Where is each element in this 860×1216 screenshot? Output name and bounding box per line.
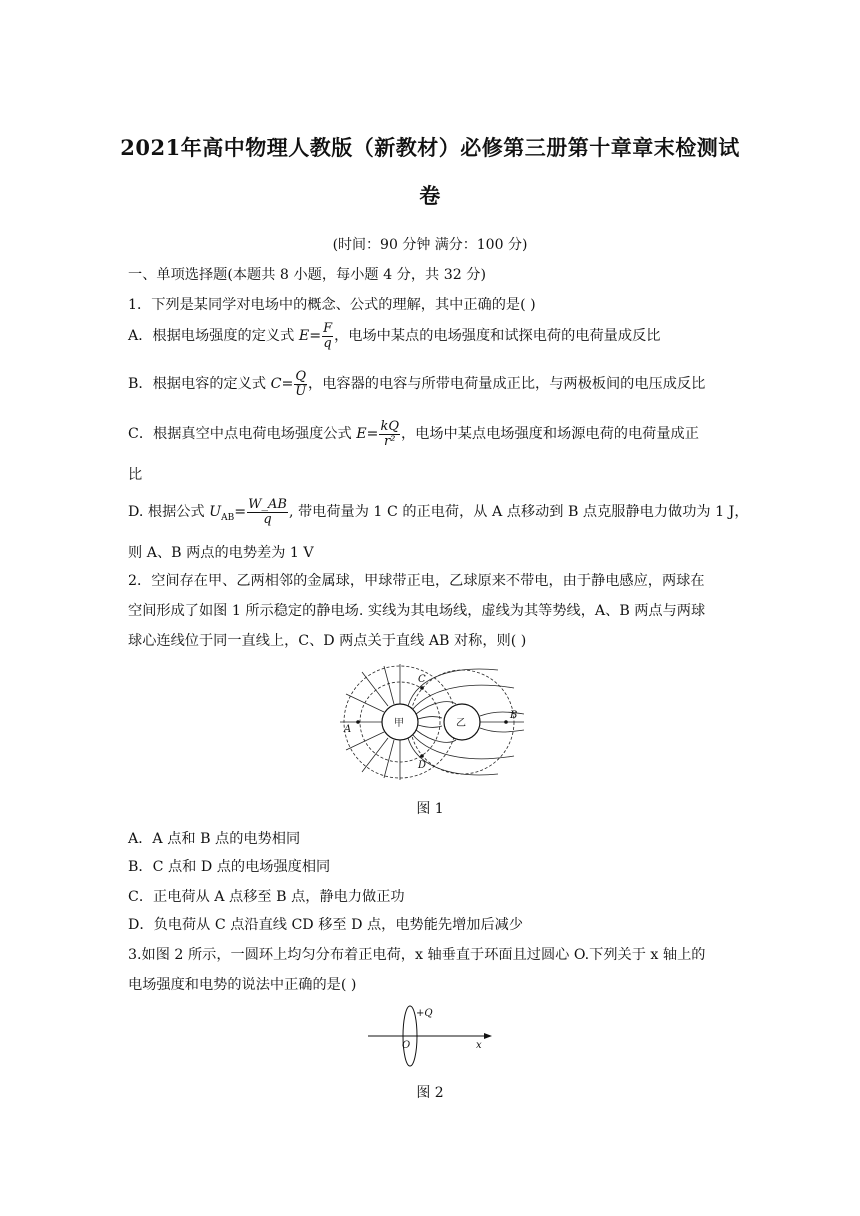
exam-title-line2: 卷 [419, 183, 441, 208]
q1-b-post: ，电容器的电容与所带电荷量成正比，与两极板间的电压成反比 [308, 376, 706, 393]
q1-b-pre: B．根据电容的定义式 [128, 376, 271, 393]
q2-option-b: B．C 点和 D 点的电场强度相同 [128, 859, 331, 875]
q1-d-post: , 带电荷量为 1 C 的正电荷，从 A 点移动到 B 点克服静电力做功为 1 J， [288, 504, 749, 521]
q3-stem-1: 3.如图 2 所示，一圆环上均匀分布着正电荷，x 轴垂直于环面且过圆心 O.下列关于 x 轴上的 [128, 947, 706, 963]
point-d [420, 754, 424, 758]
point-a [356, 720, 360, 724]
field-lines-left [340, 664, 524, 780]
q1-option-a: A．根据电场强度的定义式 E= $\frac{F}{q}$ ，电场中某点的电场强度和试探电荷的电荷量成反比 [128, 321, 661, 351]
q1-c-var: E [356, 426, 367, 443]
q1-c-fraction [379, 420, 400, 448]
q1-stem: 1．下列是某同学对电场中的概念、公式的理解，其中正确的是( ) [128, 297, 536, 313]
q2-option-d: D．负电荷从 C 点沿直线 CD 移至 D 点，电势能先增加后减少 [128, 917, 524, 933]
q1-option-c-cont: 比 [128, 467, 143, 483]
q1-d-num: W_AB [248, 497, 287, 512]
q1-b-num: Q [295, 369, 307, 384]
q1-a-pre: A．根据电场强度的定义式 [128, 328, 299, 345]
q1-d-sub: AB [221, 512, 235, 523]
q1-d-fraction [247, 498, 288, 526]
figure-2-caption: 图 2 [416, 1085, 444, 1101]
q1-b-fraction [294, 370, 307, 398]
label-x: x [476, 1040, 482, 1051]
q1-option-b: B．根据电容的定义式 C= $\frac{Q}{U}$ ，电容器的电容与所带电荷量成正比，与两极板间的电压成反比 [128, 369, 706, 399]
q1-c-num: kQ [380, 419, 399, 434]
label-a: A [344, 724, 352, 735]
q2-stem-3: 球心连线位于同一直线上，C、D 两点关于直线 AB 对称，则( ) [128, 633, 527, 649]
q1-a-num: F [323, 321, 333, 336]
label-jia: 甲 [394, 718, 404, 729]
q1-a-den: q [323, 335, 332, 351]
point-b [504, 720, 508, 724]
label-o: O [402, 1040, 411, 1051]
q2-option-a: A．A 点和 B 点的电势相同 [128, 831, 301, 847]
q1-a-post: ，电场中某点的电场强度和试探电荷的电荷量成反比 [334, 328, 661, 345]
label-plus-q: +Q [416, 1008, 433, 1019]
q2-stem-1: 2．空间存在甲、乙两相邻的金属球，甲球带正电，乙球原来不带电，由于静电感应，两球在 [128, 573, 705, 589]
q1-c-den: r² [383, 433, 396, 449]
q1-c-post: ，电场中某点电场强度和场源电荷的电荷量成正 [400, 426, 699, 443]
q1-b-den: U [295, 383, 307, 399]
q2-option-c: C．正电荷从 A 点移至 B 点，静电力做正功 [128, 889, 405, 905]
q1-a-var: E [298, 328, 310, 345]
q3-stem-2: 电场强度和电势的说法中正确的是( ) [128, 977, 357, 993]
label-b: B [510, 710, 518, 721]
q1-c-pre: C．根据真空中点电荷电场强度公式 [128, 426, 357, 443]
q1-d-var: U [209, 504, 222, 521]
figure-2-ring-charge [368, 1004, 492, 1070]
label-c: C [418, 674, 426, 685]
section-heading: 一、单项选择题(本题共 8 小题，每小题 4 分，共 32 分) [128, 267, 486, 283]
q1-d-pre: D. 根据公式 [128, 504, 210, 521]
time-info: (时间：90 分钟 满分：100 分) [332, 237, 528, 253]
q1-b-var: C [270, 376, 282, 393]
label-d: D [418, 760, 427, 771]
label-yi: 乙 [456, 718, 466, 729]
q2-stem-2: 空间形成了如图 1 所示稳定的静电场. 实线为其电场线，虚线为其等势线，A、B 两点与两球 [128, 603, 706, 619]
x-axis-arrow [484, 1033, 492, 1039]
q1-option-d-cont: 则 A、B 两点的电势差为 1 V [128, 545, 314, 561]
q1-option-c: C．根据真空中点电荷电场强度公式 E= $\frac{kQ}{\text{r²}}$ ，电场中某点电场强度和场源电荷的电荷量成正 [128, 419, 699, 449]
figure-1-caption: 图 1 [416, 801, 444, 817]
q1-d-den: q [263, 511, 272, 527]
exam-title-line1: 2021年高中物理人教版（新教材）必修第三册第十章章末检测试 [120, 135, 740, 160]
q1-a-fraction [322, 322, 333, 350]
point-c [420, 686, 424, 690]
figure-1-electric-field [338, 664, 524, 790]
q1-option-d: D. 根据公式 $U_{AB}=$ $\frac{W\_AB}{q}$ , 带电荷量为 1 C 的正电荷，从 A 点移动到 B 点克服静电力做功为 1 J， [128, 497, 749, 527]
